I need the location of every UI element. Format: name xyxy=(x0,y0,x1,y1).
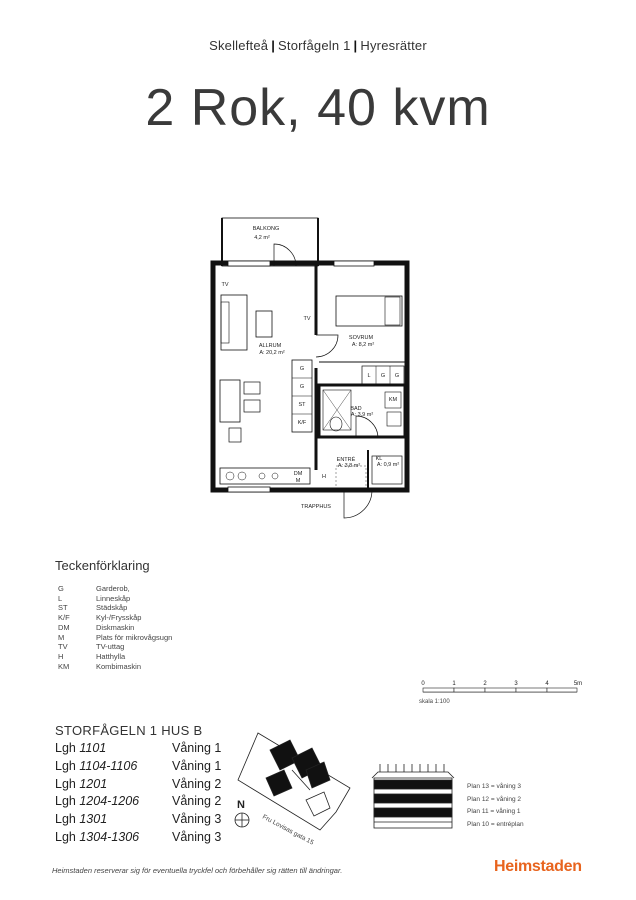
apartment-floor: Våning 1 xyxy=(172,741,222,755)
legend-row xyxy=(58,613,172,623)
tag-l: L xyxy=(367,373,371,379)
building-block xyxy=(266,770,292,796)
legend-row xyxy=(58,603,172,613)
balcony-area: 4,2 m² xyxy=(254,235,270,241)
apartment-floor: Våning 3 xyxy=(172,812,222,827)
tag-g: G xyxy=(299,384,305,390)
stair-label: TRAPPHUS xyxy=(301,504,331,510)
floor-list xyxy=(467,781,524,831)
building-block xyxy=(306,792,330,816)
legend-desc: Kyl-/Frysskåp xyxy=(96,613,142,623)
legend-desc: TV-uttag xyxy=(96,642,125,652)
window xyxy=(228,487,270,492)
coffee-table xyxy=(256,311,272,337)
header-separator: | xyxy=(353,38,358,53)
floor-item: Plan 13 = våning 3 xyxy=(467,783,522,790)
door-swing xyxy=(316,335,338,357)
bath-area: A: 3,9 m² xyxy=(350,412,374,418)
legend-desc: Linneskåp xyxy=(96,593,131,603)
chair xyxy=(244,400,260,412)
living-area: A: 20,2 m² xyxy=(259,350,285,356)
tag-st: ST xyxy=(298,402,306,408)
footer-note: Heimstaden reserverar sig för eventuella tryckfel och förbehåller sig rätten till ändringar. xyxy=(52,866,343,875)
legend-code: KM xyxy=(58,661,70,671)
apartment-row: Lgh 1204-1206 Våning 2 xyxy=(55,793,221,811)
legend-desc: Plats för mikrovågsugn xyxy=(96,632,173,642)
legend-desc: Diskmaskin xyxy=(96,622,135,632)
header-separator: | xyxy=(271,38,276,53)
apartment-row: Lgh 1104-1106 Våning 1 xyxy=(55,758,221,776)
door-swing xyxy=(356,416,378,438)
balcony-label: BALKONG xyxy=(252,226,280,232)
legend-row xyxy=(58,642,172,652)
entry-area: A: 3,8 m² xyxy=(337,463,361,469)
legend-code: M xyxy=(58,632,65,642)
legend-code: H xyxy=(58,651,64,661)
apartment-list xyxy=(55,740,221,847)
pillow xyxy=(385,297,400,325)
legend-code: G xyxy=(58,584,64,593)
legend-code: L xyxy=(58,593,63,603)
legend-desc: Hatthylla xyxy=(96,651,126,661)
scale-tick: 3 xyxy=(514,681,518,687)
tag-g: G xyxy=(394,373,400,379)
building-title: STORFÅGELN 1 HUS B xyxy=(55,723,203,738)
header-project: Storfågeln 1 xyxy=(278,38,351,53)
window xyxy=(228,261,270,266)
legend-title: Teckenförklaring xyxy=(55,558,150,573)
apartment-floor: Våning 3 xyxy=(172,829,222,844)
tag-tv: TV xyxy=(221,282,229,288)
legend-row xyxy=(58,633,172,643)
legend-code: K/F xyxy=(58,613,70,623)
legend-row xyxy=(58,623,172,633)
section-diagram xyxy=(372,764,454,828)
bedroom-area: A: 8,2 m² xyxy=(351,342,375,348)
scale-tick: 5m xyxy=(573,681,583,687)
living-label: ALLRUM xyxy=(258,343,282,349)
closet-area: A: 0,9 m² xyxy=(376,462,400,468)
apartment-floor: Våning 2 xyxy=(172,794,222,809)
bed xyxy=(336,296,402,326)
toilet xyxy=(330,417,342,431)
scale-tick: 0 xyxy=(421,681,425,687)
legend-row xyxy=(58,594,172,604)
bedroom-label: SOVRUM xyxy=(348,335,374,341)
apartment-row: Lgh 1101 Våning 1 xyxy=(55,740,221,758)
tag-m: M xyxy=(295,478,301,484)
apartment-row: Lgh 1304-1306 Våning 3 xyxy=(55,829,221,847)
floor-item: Plan 11 = våning 1 xyxy=(467,808,521,815)
scale-bar xyxy=(421,681,582,692)
apartment-floor: Våning 2 xyxy=(172,776,222,791)
scale-tick: 4 xyxy=(545,681,549,687)
tag-g: G xyxy=(380,373,386,379)
sofa-back xyxy=(221,302,229,343)
apartment-row: Lgh 1301 Våning 3 xyxy=(55,811,221,829)
legend-row xyxy=(58,584,172,594)
chair xyxy=(244,382,260,394)
floor-item: Plan 10 = entréplan xyxy=(467,820,524,828)
window xyxy=(334,261,374,266)
street-label: Fru Lovisas gata 15 xyxy=(261,813,315,847)
entry-mat xyxy=(336,466,366,488)
site-plan xyxy=(235,733,350,830)
tag-dm: DM xyxy=(293,471,303,477)
tag-g: G xyxy=(299,366,305,372)
scale-label: skala 1:100 xyxy=(419,699,450,705)
header-type: Hyresrätter xyxy=(360,38,427,53)
door-swing xyxy=(344,490,372,518)
legend-code: TV xyxy=(58,642,68,652)
scale-tick: 2 xyxy=(483,681,487,687)
legend-desc: Kombimaskin xyxy=(96,661,142,671)
apartment-floor: Våning 1 xyxy=(172,758,222,773)
legend-code: DM xyxy=(58,622,70,632)
north-label: N xyxy=(237,799,245,811)
tag-kf: K/F xyxy=(297,420,307,426)
entry-label: ENTRÉ xyxy=(336,457,356,463)
header-city: Skellefteå xyxy=(209,38,269,53)
floor-item: Plan 12 = våning 2 xyxy=(467,795,522,803)
legend-row xyxy=(58,652,172,662)
apartment-row: Lgh 1201 Våning 2 xyxy=(55,776,221,794)
legend xyxy=(58,584,172,671)
chair xyxy=(229,428,241,442)
page-title: 2 Rok, 40 kvm xyxy=(145,79,491,137)
legend-row xyxy=(58,662,172,672)
closet-label: KL xyxy=(375,456,383,462)
sofa xyxy=(221,295,247,350)
scale-tick: 1 xyxy=(452,681,456,687)
bath-label: BAD xyxy=(350,406,362,412)
legend-code: ST xyxy=(58,603,68,613)
brand-logo[interactable]: Heimstaden xyxy=(494,858,582,875)
sink xyxy=(387,412,401,426)
legend-desc: Garderob, xyxy=(96,584,130,593)
tag-tv: TV xyxy=(303,316,311,322)
tag-h: H xyxy=(322,474,326,480)
legend-desc: Städskåp xyxy=(96,603,128,613)
dining-table xyxy=(220,380,240,422)
tag-km: KM xyxy=(388,397,398,403)
